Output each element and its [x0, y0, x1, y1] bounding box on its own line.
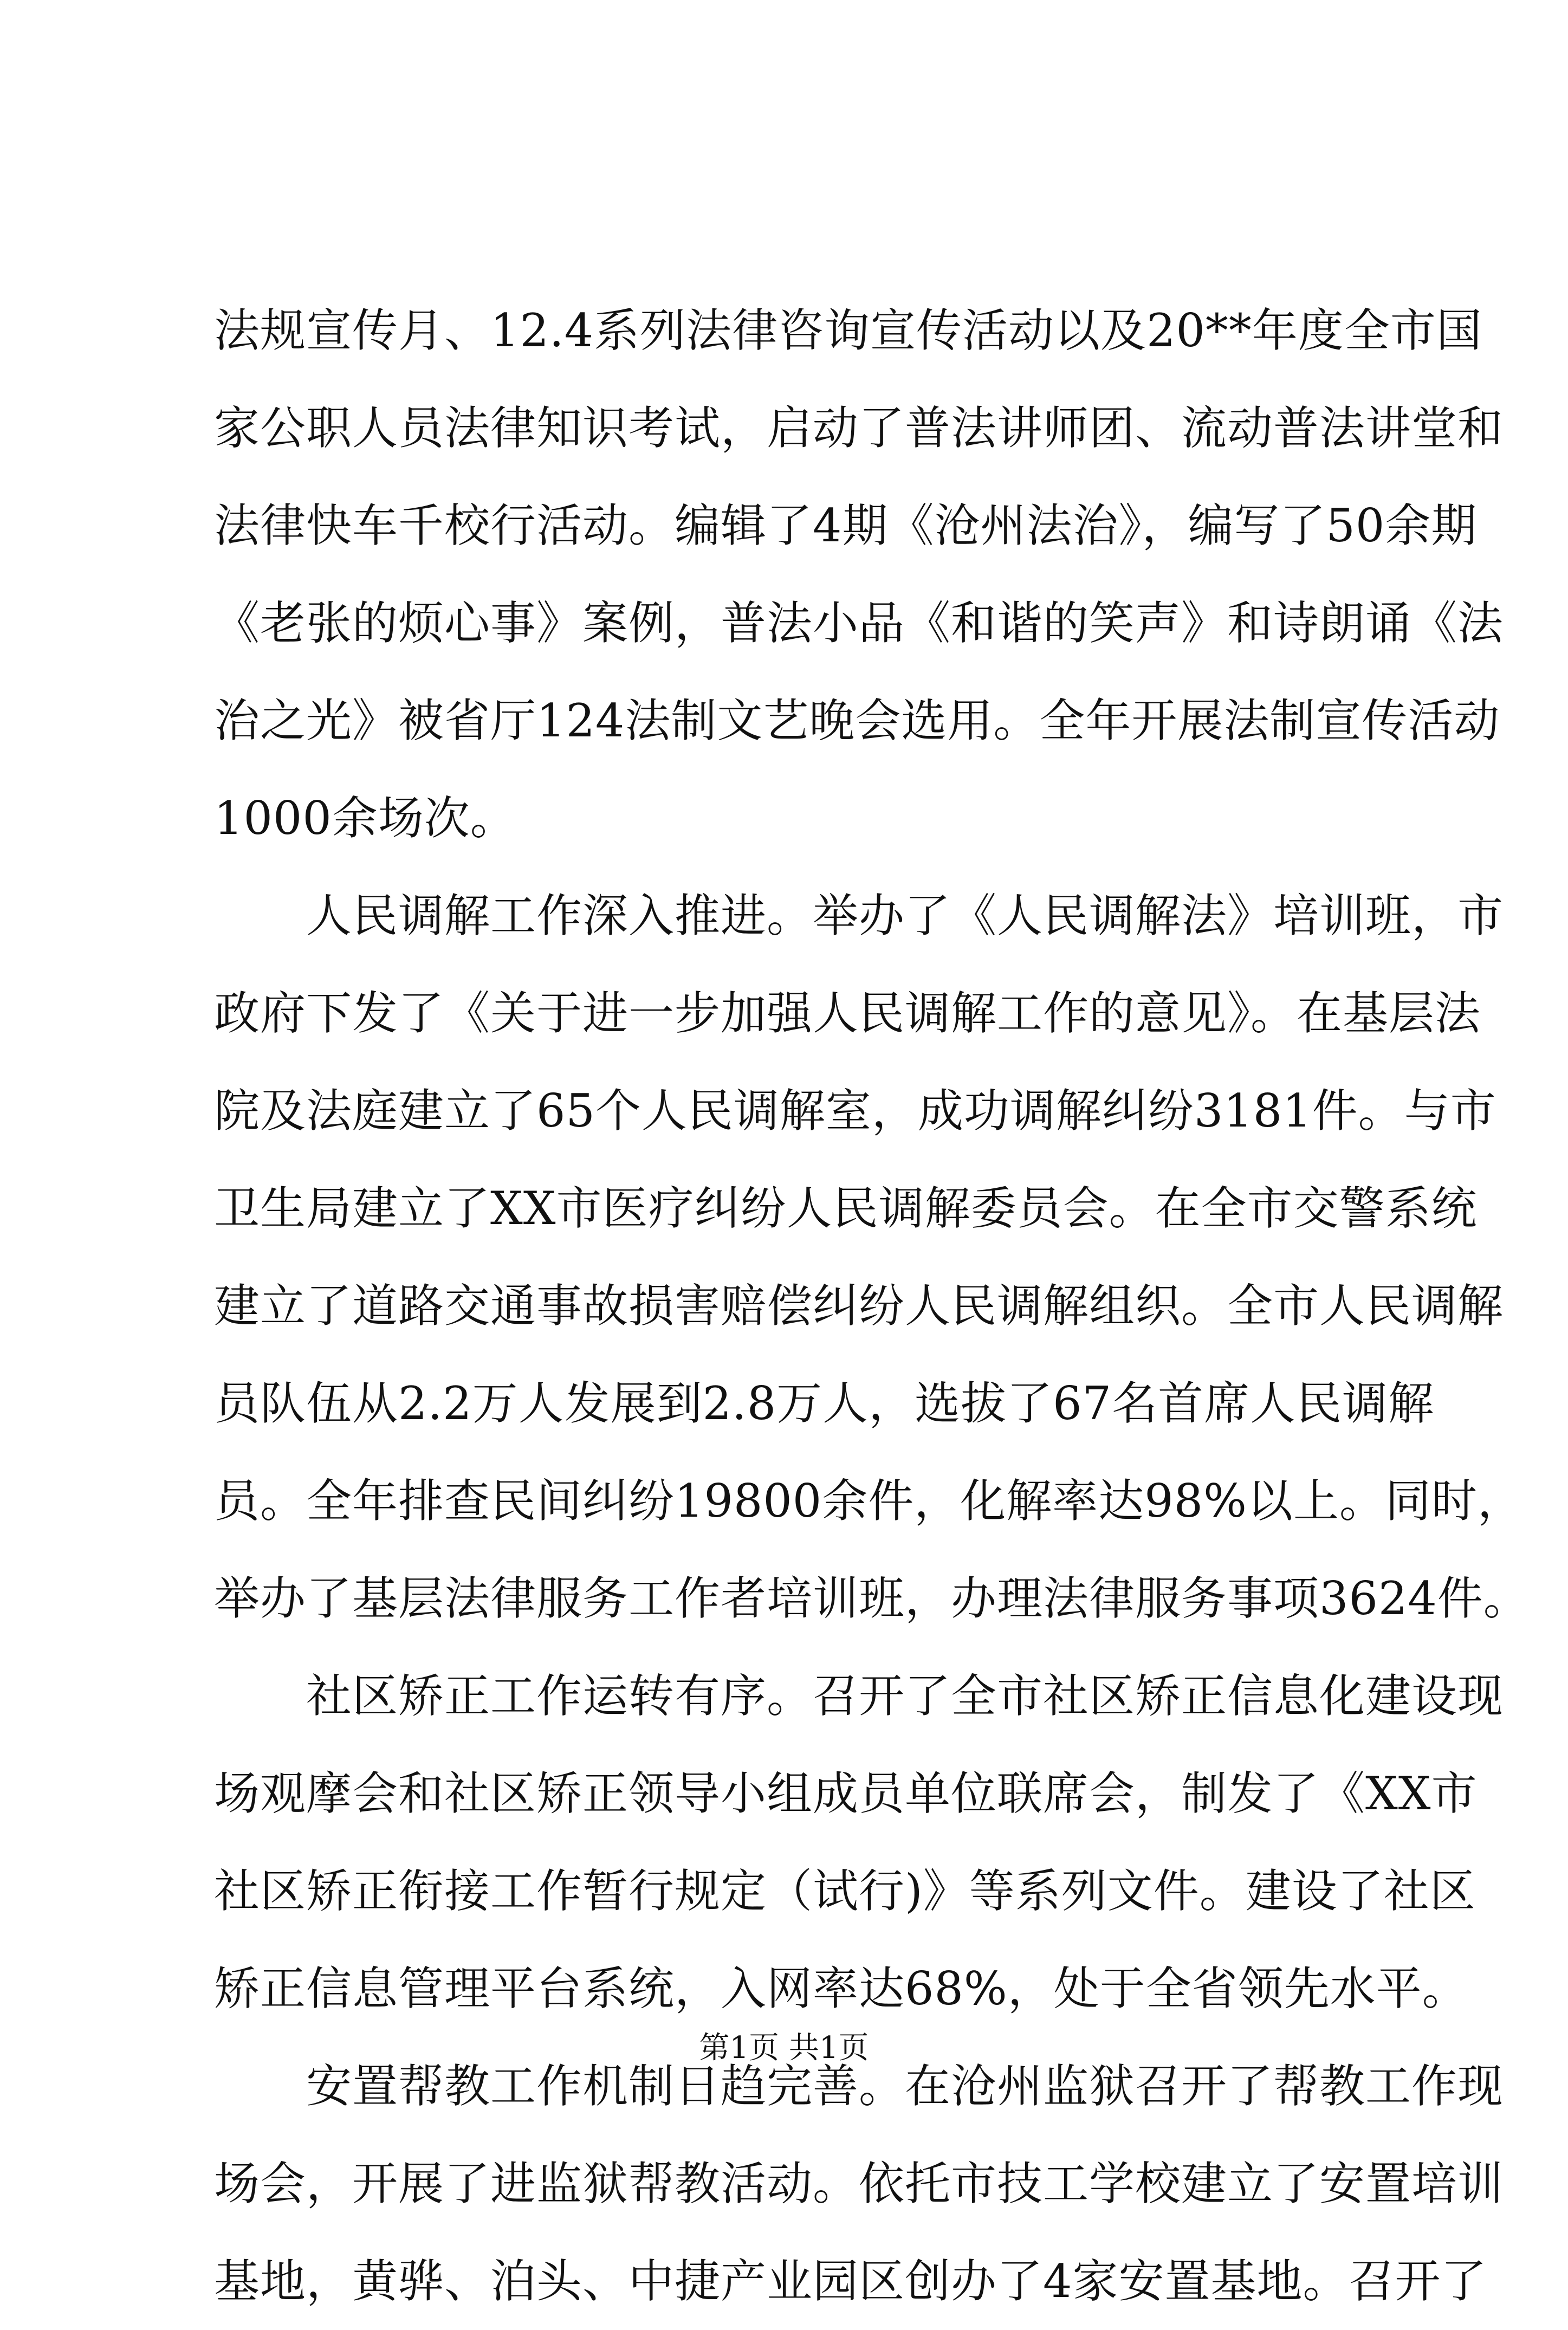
text-line: 政府下发了《关于进一步加强人民调解工作的意见》。在基层法 [214, 987, 1481, 1040]
page-footer [0, 2027, 1568, 2070]
text-line: 法规宣传月、12.4系列法律咨询宣传活动以及20**年度全市国 [214, 304, 1482, 357]
text-line: 法律快车千校行活动。编辑了4期《沧州法治》，编写了50余期 [214, 499, 1478, 552]
text-line: 举办了基层法律服务工作者培训班，办理法律服务事项3624件。 [214, 1572, 1530, 1625]
text-line: 卫生局建立了XX市医疗纠纷人民调解委员会。在全市交警系统 [214, 1182, 1478, 1235]
document-body [214, 282, 1530, 2330]
text-line: 基地，黄骅、泊头、中捷产业园区创办了4家安置基地。召开了 [214, 2255, 1487, 2308]
text-line: 建立了道路交通事故损害赔偿纠纷人民调解组织。全市人民调解 [214, 1279, 1504, 1332]
text-line: 家公职人员法律知识考试，启动了普法讲师团、流动普法讲堂和 [214, 402, 1504, 455]
text-line: 社区矫正衔接工作暂行规定（试行)》等系列文件。建设了社区 [214, 1865, 1476, 1918]
paragraph-first-line: 社区矫正工作运转有序。召开了全市社区矫正信息化建设现 [306, 1669, 1504, 1723]
text-line: 《老张的烦心事》案例，普法小品《和谐的笑声》和诗朗诵《法 [214, 597, 1504, 650]
text-line: 场会，开展了进监狱帮教活动。依托市技工学校建立了安置培训 [214, 2157, 1504, 2210]
text-line: 院及法庭建立了65个人民调解室，成功调解纠纷3181件。与市 [214, 1084, 1496, 1137]
text-line: 治之光》被省厅124法制文艺晚会选用。全年开展法制宣传活动 [214, 694, 1500, 747]
text-line: 1000余场次。 [214, 792, 516, 845]
text-line: 场观摩会和社区矫正领导小组成员单位联席会，制发了《XX市 [214, 1767, 1478, 1820]
paragraph-first-line: 安置帮教工作机制日趋完善。在沧州监狱召开了帮教工作现 [306, 2060, 1504, 2113]
paragraph-first-line: 人民调解工作深入推进。举办了《人民调解法》培训班，市 [306, 889, 1504, 942]
text-line: 员队伍从2.2万人发展到2.8万人，选拔了67名首席人民调解 [214, 1377, 1435, 1430]
page-number-label: 第1页 共1页 [699, 2030, 869, 2066]
text-line: 员。全年排查民间纠纷19800余件，化解率达98%以上。同时， [214, 1474, 1524, 1528]
text-line: 矫正信息管理平台系统，入网率达68%，处于全省领先水平。 [214, 1962, 1468, 2015]
